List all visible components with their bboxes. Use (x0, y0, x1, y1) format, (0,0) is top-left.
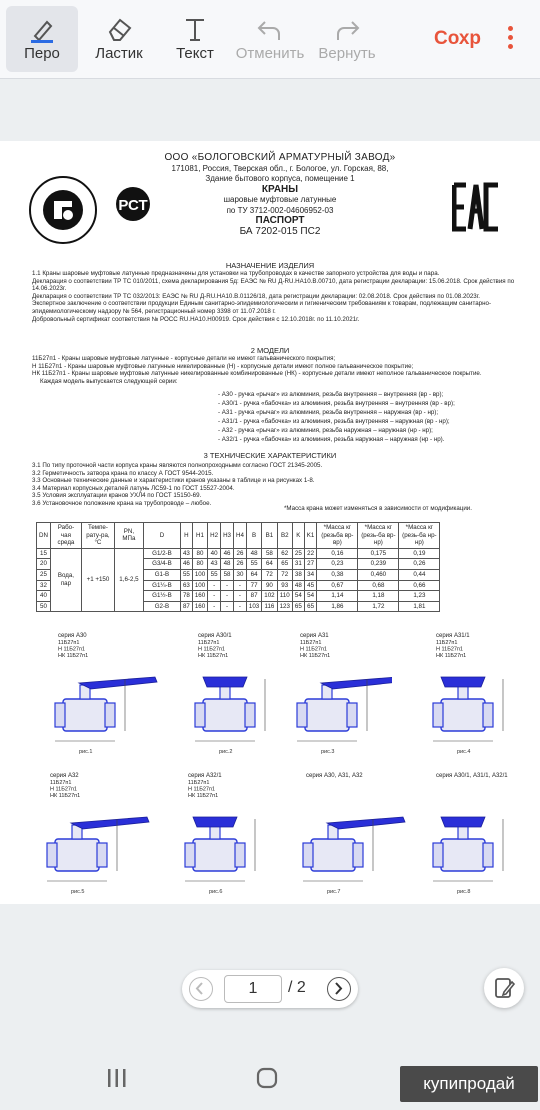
table-cell: 123 (277, 601, 292, 612)
table-cell: 32 (37, 580, 51, 591)
col-header: K1 (304, 523, 317, 549)
col-header: H1 (192, 523, 207, 549)
valve-port-left (303, 843, 313, 867)
section-2-body (32, 355, 518, 385)
save-button[interactable]: Сохр (434, 28, 482, 49)
figure-caption: рис.4 (457, 749, 471, 755)
valve-drawing-7 (288, 769, 408, 899)
table-cell: G3/4-B (143, 559, 180, 570)
table-cell: 1,86 (317, 601, 358, 612)
model-line: Каждая модель выпускается следующей серии: (40, 377, 178, 385)
valve-body (193, 839, 237, 871)
butterfly-handle (193, 817, 237, 827)
table-cell: 90 (262, 580, 277, 591)
table-cell: 1,14 (317, 591, 358, 602)
table-cell: 0,67 (317, 580, 358, 591)
table-cell: 78 (180, 591, 192, 602)
table-cell: 55 (246, 559, 261, 570)
figure-caption: рис.3 (321, 749, 335, 755)
col-header: B1 (262, 523, 277, 549)
col-header: *Масса кг (резь-ба нр-нр) (399, 523, 440, 549)
col-header: DN (37, 523, 51, 549)
table-cell: 34 (304, 569, 317, 580)
company-name: ООО «БОЛОГОВСКИЙ АРМАТУРНЫЙ ЗАВОД» (164, 152, 396, 163)
table-cell: 46 (221, 548, 234, 559)
valve-drawing-1 (40, 629, 160, 759)
eraser-label: Ластик (95, 45, 143, 62)
valve-drawing-4 (418, 629, 528, 759)
table-cell: G1¼-B (143, 580, 180, 591)
eraser-tool[interactable] (84, 6, 154, 72)
section-1-paragraph: Декларация о соответствии ТР ТС 032/2013: ЕАЭС № RU Д-RU.НА10.В.01126/18, дата регистрации декларации: 02.08.2018. Срок действия по 01.08.2023г. (32, 292, 480, 300)
table-cell: 77 (246, 580, 261, 591)
table-cell: 72 (277, 569, 292, 580)
valve-port-right (353, 843, 363, 867)
spec-line: 3.1 По типу проточной части корпуса краны являются полнопроходными согласно ГОСТ 21345-2005. (32, 462, 323, 469)
redo-label: Вернуть (318, 45, 376, 62)
table-cell: 27 (304, 559, 317, 570)
page-total: / 2 (288, 979, 306, 996)
lever-handle (321, 677, 392, 689)
table-cell: 65 (277, 559, 292, 570)
table-cell: 64 (246, 569, 261, 580)
figure-model-label: НК 11Б27п1 (58, 653, 89, 659)
spec-reference: по ТУ 3712-002-04606952-03 (226, 205, 334, 215)
valve-drawing-5 (32, 769, 152, 899)
table-cell: - (208, 591, 221, 602)
valve-port-left (433, 703, 443, 727)
table-cell: 0,38 (317, 569, 358, 580)
table-cell: 0,44 (399, 569, 440, 580)
table-header-row (37, 523, 440, 549)
watermark: купипродай (400, 1066, 538, 1102)
col-header: H2 (208, 523, 221, 549)
edit-button[interactable] (484, 968, 524, 1008)
valve-port-right (245, 703, 255, 727)
table-cell: 22 (304, 548, 317, 559)
table-cell: 1,6-2,5 (114, 548, 143, 612)
section-1-paragraph: Экспертное заключение о соответствии продукции Единым санитарно-эпидемиологическим и гигиеническим требованиям к товарам, подлежащим санитарно-эпидемиологическому надзору № 564, регистрационный номер 3398 от 11.07.2018 г. (32, 300, 492, 315)
table-cell: 43 (180, 548, 192, 559)
table-cell: - (234, 580, 247, 591)
document-header (150, 153, 410, 237)
table-cell: 0,68 (358, 580, 399, 591)
table-cell: 15 (37, 548, 51, 559)
eraser-icon (104, 14, 134, 44)
pen-label: Перо (24, 45, 60, 62)
figure-model-label: НК 11Б27п1 (198, 653, 229, 659)
table-cell: 65 (304, 601, 317, 612)
valve-body (55, 839, 99, 871)
section-2-title: 2 МОДЕЛИ (250, 346, 290, 355)
valve-drawing-8 (418, 769, 538, 899)
figure-series-label: серия А31/1 (436, 633, 470, 639)
figure-series-label: серия А30 (58, 633, 87, 639)
figure-model-label: Н 11Б27п1 (436, 646, 463, 653)
table-cell: 25 (37, 569, 51, 580)
col-header: PN, МПа (114, 523, 143, 549)
table-cell: 102 (262, 591, 277, 602)
figure-caption: рис.6 (209, 889, 223, 895)
figure-model-label: 11Б27п1 (198, 640, 220, 646)
valve-drawing-6 (170, 769, 290, 899)
series-item: - А31/1 - ручка «бабочка» из алюминия, резьба внутренняя – наружная (вр - нр); (218, 418, 450, 425)
valve-body (203, 699, 247, 731)
valve-body (305, 699, 349, 731)
butterfly-handle (441, 817, 485, 827)
butterfly-handle (441, 677, 485, 687)
valve-port-left (195, 703, 205, 727)
table-cell: +1 +150 (81, 548, 114, 612)
figure-model-label: Н 11Б27п1 (58, 646, 85, 653)
table-cell: 58 (221, 569, 234, 580)
table-cell: G1-B (143, 569, 180, 580)
table-cell: - (221, 591, 234, 602)
series-list (218, 390, 518, 444)
table-cell: G1½-B (143, 591, 180, 602)
table-cell: 100 (192, 569, 207, 580)
table-cell: 48 (292, 580, 304, 591)
col-header: *Масса кг (резь-ба вр-нр) (358, 523, 399, 549)
figure-series-label: серия А32 (50, 773, 79, 779)
valve-body (311, 839, 355, 871)
prev-page-button[interactable] (189, 977, 213, 1001)
table-cell: 87 (246, 591, 261, 602)
col-header: B2 (277, 523, 292, 549)
factory-logo (28, 175, 98, 245)
passport-number: БА 7202-015 ПС2 (239, 225, 321, 237)
valve-port-right (97, 843, 107, 867)
table-cell: 0,66 (399, 580, 440, 591)
col-header: H4 (234, 523, 247, 549)
table-cell: 0,175 (358, 548, 399, 559)
table-cell: 160 (192, 591, 207, 602)
model-line: Н 11Б27п1 - Краны шаровые муфтовые латунные никелированные (Н) - корпусные детали имеют полное гальваническое покрытие; (32, 362, 414, 370)
col-header: H3 (221, 523, 234, 549)
valve-body (441, 839, 485, 871)
table-cell: 55 (180, 569, 192, 580)
table-cell: 54 (304, 591, 317, 602)
spec-table (36, 522, 440, 612)
table-cell: 26 (234, 548, 247, 559)
table-cell: 110 (277, 591, 292, 602)
table-cell: 26 (234, 559, 247, 570)
table-cell: 0,26 (399, 559, 440, 570)
figure-model-label: НК 11Б27п1 (436, 653, 467, 659)
eac-mark-icon (452, 181, 500, 233)
section-1-title: НАЗНАЧЕНИЕ ИЗДЕЛИЯ (225, 261, 315, 270)
valve-port-left (47, 843, 57, 867)
table-cell: Вода, пар (50, 548, 81, 612)
valve-port-right (483, 703, 493, 727)
figure-model-label: 11Б27п1 (50, 780, 72, 786)
undo-button[interactable] (232, 6, 308, 72)
table-cell: 55 (208, 569, 221, 580)
table-cell: 31 (292, 559, 304, 570)
lever-handle (79, 677, 157, 689)
table-cell: 45 (304, 580, 317, 591)
figure-model-label: Н 11Б27п1 (188, 786, 215, 793)
table-cell: 0,460 (358, 569, 399, 580)
valve-body (63, 699, 107, 731)
redo-button[interactable] (312, 6, 382, 72)
table-cell: 100 (192, 580, 207, 591)
document-page (0, 141, 540, 904)
mass-footnote: *Масса крана может изменяться в зависимости от модификации. (284, 505, 472, 512)
figure-caption: рис.8 (457, 889, 471, 895)
table-cell: 46 (180, 559, 192, 570)
spec-line: 3.4 Материал корпусных деталей латунь ЛС59-1 по ГОСТ 15527-2004. (32, 484, 235, 492)
page-navigator (182, 970, 358, 1008)
table-cell: 20 (37, 559, 51, 570)
col-header: B (246, 523, 261, 549)
table-cell: 64 (262, 559, 277, 570)
figure-series-label: серия А30/1 (198, 633, 232, 639)
table-cell: 58 (262, 548, 277, 559)
valve-drawing-3 (282, 629, 392, 759)
series-item: - А31 - ручка «рычаг» из алюминия, резьба внутренняя – наружная (вр - нр); (218, 409, 439, 416)
table-cell: 160 (192, 601, 207, 612)
table-cell: 1,23 (399, 591, 440, 602)
series-item: - А30 - ручка «рычаг» из алюминия, резьба внутренняя – внутренняя (вр - вр); (218, 391, 444, 398)
col-header: *Масса кг (резьба вр-вр) (317, 523, 358, 549)
table-cell: - (221, 580, 234, 591)
series-item: - А30/1 - ручка «бабочка» из алюминия, резьба внутренняя – внутренняя (вр - вр); (218, 400, 455, 407)
product-subtitle: шаровые муфтовые латунные (223, 195, 337, 204)
pen-icon (27, 14, 57, 44)
page-number-input[interactable]: 1 (224, 975, 282, 1003)
text-label: Текст (176, 45, 214, 62)
table-cell: G2-B (143, 601, 180, 612)
col-header: D (143, 523, 180, 549)
pen-tool[interactable] (6, 6, 78, 72)
figure-caption: рис.1 (79, 749, 93, 755)
valve-port-left (55, 703, 65, 727)
spec-line: 3.2 Герметичность затвора крана по классу А ГОСТ 9544-2015. (32, 469, 214, 477)
figure-caption: рис.5 (71, 889, 85, 895)
section-1-body (32, 270, 518, 323)
figure-series-label: серия А30, А31, А32 (306, 773, 363, 779)
table-cell: - (234, 591, 247, 602)
next-page-button[interactable] (327, 977, 351, 1001)
figure-model-label: 11Б27п1 (300, 640, 322, 646)
section-3-body (32, 462, 518, 508)
spec-line: 3.5 Условия эксплуатации кранов УХЛ4 по ГОСТ 15150-69. (32, 492, 202, 500)
valve-body (441, 699, 485, 731)
product-title: КРАНЫ (261, 183, 299, 195)
table-cell: - (221, 601, 234, 612)
butterfly-handle (203, 677, 247, 687)
text-tool[interactable] (162, 6, 228, 72)
table-cell: 1,18 (358, 591, 399, 602)
table-cell: 48 (246, 548, 261, 559)
passport-title: ПАСПОРТ (255, 215, 305, 226)
table-cell: 116 (262, 601, 277, 612)
table-cell: 93 (277, 580, 292, 591)
table-cell: 62 (277, 548, 292, 559)
section-1-paragraph: Декларация о соответствии ТР ТС 010/2011, схема декларирования 5д: ЕАЭС № RU Д-RU.НА10.В.00710, дата регистрации декларации: 15.06.2018. Срок действия по 14.06.2023г. (32, 277, 515, 293)
text-icon (180, 14, 210, 44)
section-3-title: 3 ТЕХНИЧЕСКИЕ ХАРАКТЕРИСТИКИ (203, 451, 337, 460)
valve-port-right (235, 843, 245, 867)
table-cell: 63 (180, 580, 192, 591)
figure-model-label: Н 11Б27п1 (300, 646, 327, 653)
home-icon[interactable] (256, 1067, 278, 1089)
valve-port-right (347, 703, 357, 727)
col-header: H (180, 523, 192, 549)
section-1-paragraph: Добровольный сертификат соответствия № РОСС RU.НА10.Н00919. Срок действия с 12.10.2018г. по 11.10.2021г. (32, 315, 360, 323)
table-cell: - (208, 601, 221, 612)
figure-series-label: серия А31 (300, 633, 329, 639)
figure-model-label: НК 11Б27п1 (50, 793, 81, 799)
table-cell: 50 (37, 601, 51, 612)
section-1-paragraph: 1.1 Краны шаровые муфтовые латунные предназначены для установки на трубопроводах в качестве запорного устройства для воды и пара. (32, 270, 440, 277)
table-cell: - (208, 580, 221, 591)
figure-model-label: 11Б27п1 (58, 640, 80, 646)
col-header: Рабо-чая среда (50, 523, 81, 549)
table-cell: 0,239 (358, 559, 399, 570)
undo-label: Отменить (235, 45, 305, 62)
table-cell: G1/2-B (143, 548, 180, 559)
table-cell: 87 (180, 601, 192, 612)
table-cell: 54 (292, 591, 304, 602)
undo-icon (255, 14, 285, 44)
table-cell: 40 (208, 548, 221, 559)
figure-caption: рис.7 (327, 889, 341, 895)
spec-line: 3.3 Основные технические данные и характеристики кранов указаны в таблице и на рисунках 1-8. (32, 477, 315, 485)
col-header: Темпе-рату-ра,°С (81, 523, 114, 549)
figure-model-label: Н 11Б27п1 (50, 786, 77, 793)
edit-document-icon (484, 968, 524, 1008)
figure-model-label: 11Б27п1 (188, 780, 210, 786)
table-cell: 0,23 (317, 559, 358, 570)
table-cell: 80 (192, 559, 207, 570)
certification-logo (108, 179, 158, 239)
chevron-left-icon (190, 978, 211, 999)
chevron-right-icon (328, 978, 349, 999)
series-item: - А32 - ручка «рычаг» из алюминия, резьба наружная – наружная (нр - нр); (218, 427, 433, 434)
figure-series-label: серия А30/1, А31/1, А32/1 (436, 773, 508, 779)
figure-model-label: 11Б27п1 (436, 640, 458, 646)
table-cell: 30 (234, 569, 247, 580)
table-cell: 80 (192, 548, 207, 559)
table-cell: 48 (221, 559, 234, 570)
table-cell: 43 (208, 559, 221, 570)
table-cell: 72 (262, 569, 277, 580)
table-cell: 38 (292, 569, 304, 580)
model-line: НК 11Б27п1 - Краны шаровые муфтовые латунные никелированные комбинированные (НК) - корпусные детали имеют неполное гальваническое покрытие. (32, 370, 482, 378)
svg-text:РСТ: РСТ (118, 197, 148, 214)
figure-model-label: Н 11Б27п1 (198, 646, 225, 653)
table-cell: 1,81 (399, 601, 440, 612)
valve-port-left (433, 843, 443, 867)
valve-port-left (297, 703, 307, 727)
lever-handle (327, 817, 405, 829)
annotation-toolbar (0, 0, 540, 79)
table-cell: 40 (37, 591, 51, 602)
figure-caption: рис.2 (219, 749, 233, 755)
redo-icon (332, 14, 362, 44)
table-cell: 65 (292, 601, 304, 612)
series-item: - А32/1 - ручка «бабочка» из алюминия, резьба наружная – наружная (нр - нр). (218, 436, 445, 443)
table-cell: 1,72 (358, 601, 399, 612)
spec-line: 3.6 Установочное положение крана на трубопроводе – любое. (32, 499, 212, 507)
address-line-1: 171081, Россия, Тверская обл., г. Бологое, ул. Горская, 88, (171, 163, 389, 173)
table-cell: 0,16 (317, 548, 358, 559)
table-cell: 25 (292, 548, 304, 559)
valve-port-right (105, 703, 115, 727)
valve-port-left (185, 843, 195, 867)
model-line: 11Б27п1 - Краны шаровые муфтовые латунные - корпусные детали не имеют гальванического покрытия; (32, 355, 336, 362)
figure-model-label: НК 11Б27п1 (300, 653, 331, 659)
recent-apps-icon[interactable] (106, 1068, 128, 1088)
valve-port-right (483, 843, 493, 867)
table-cell: 0,19 (399, 548, 440, 559)
more-options-icon[interactable] (504, 26, 516, 52)
address-line-2: Здание бытового корпуса, помещение 1 (205, 174, 355, 183)
spec-table-body (37, 548, 440, 612)
table-cell: 103 (246, 601, 261, 612)
col-header: K (292, 523, 304, 549)
figure-series-label: серия А32/1 (188, 773, 222, 779)
table-row (37, 548, 440, 559)
figure-model-label: НК 11Б27п1 (188, 793, 219, 799)
table-cell: - (234, 601, 247, 612)
lever-handle (71, 817, 149, 829)
